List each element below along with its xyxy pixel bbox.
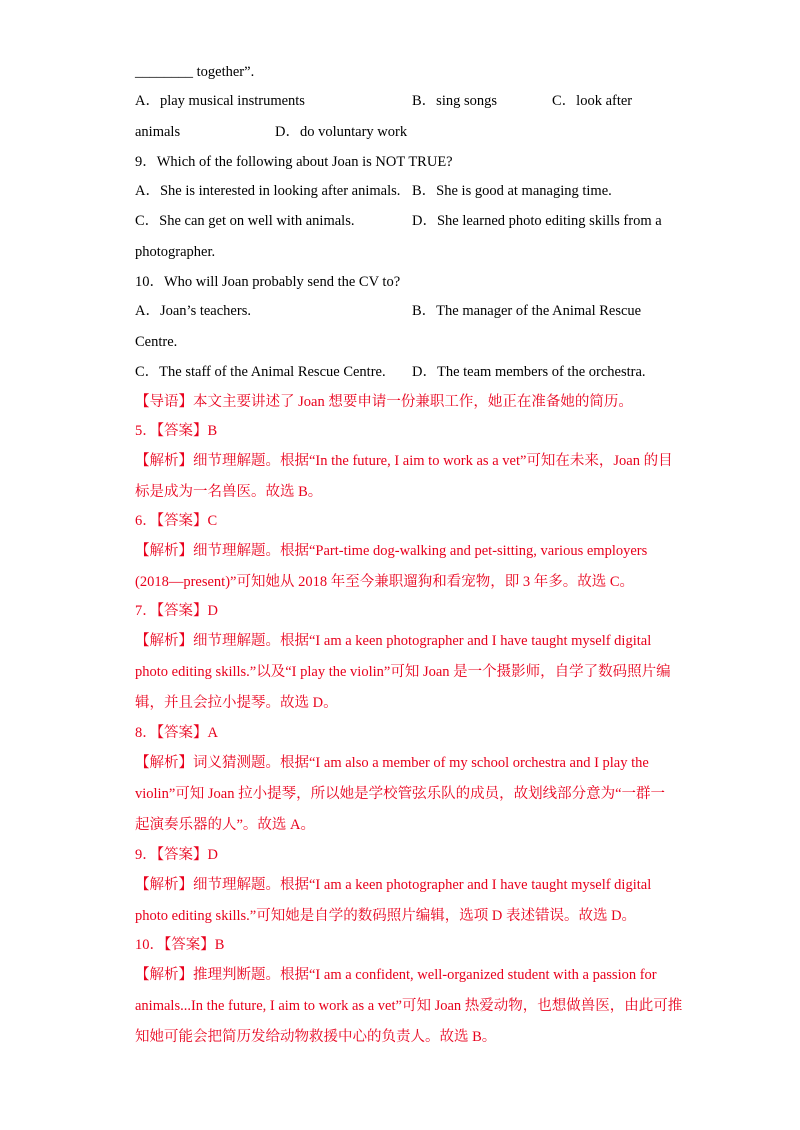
q8-options-row2 (135, 122, 408, 142)
explanation-10-line1: 【解析】推理判断题。根据“I am a confident, well-organized student with a passion for (135, 967, 657, 983)
q9-stem: 9．Which of the following about Joan is NOT TRUE? (135, 154, 453, 170)
q9-option-c: C．She can get on well with animals. (135, 213, 355, 229)
explanation-9-line1: 【解析】细节理解题。根据“I am a keen photographer and I have taught myself digital (135, 877, 652, 893)
q8-option-d: D．do voluntary work (275, 124, 408, 140)
answer-9: 9．【答案】D (135, 847, 218, 863)
explanation-7-line1: 【解析】细节理解题。根据“I am a keen photographer and I have taught myself digital (135, 633, 652, 649)
intro-guide: 【导语】本文主要讲述了 Joan 想要申请一份兼职工作，她正在准备她的简历。 (135, 394, 633, 410)
explanation-10-line3: 知她可能会把简历发给动物救援中心的负责人。故选 B。 (135, 1029, 497, 1045)
q9-options-row1 (135, 181, 612, 201)
explanation-8-line3: 起演奏乐器的人”。故选 A。 (135, 817, 316, 833)
explanation-7-line2: photo editing skills.”以及“I play the violin”可知 Joan 是一个摄影师，自学了数码照片编 (135, 664, 671, 680)
q8-options-row1 (135, 91, 633, 111)
q8-option-a: A．play musical instruments (135, 93, 305, 109)
explanation-6-line1: 【解析】细节理解题。根据“Part-time dog-walking and pet-sitting, various employers (135, 543, 648, 559)
answer-7: 7．【答案】D (135, 603, 218, 619)
q10-option-b-cont: Centre. (135, 334, 178, 350)
q9-option-a: A．She is interested in looking after animals. (135, 183, 401, 199)
q10-stem: 10．Who will Joan probably send the CV to? (135, 274, 401, 290)
q8-stem-tail (135, 62, 254, 82)
answer-10: 10．【答案】B (135, 937, 225, 953)
q8-option-c: C．look after (552, 93, 633, 109)
q9-option-d: D．She learned photo editing skills from a (412, 213, 662, 229)
q10-option-b: B．The manager of the Animal Rescue (412, 303, 642, 319)
q10-option-d: D．The team members of the orchestra. (412, 364, 646, 380)
q10-options-row2 (135, 362, 646, 382)
explanation-8-line1: 【解析】词义猜测题。根据“I am also a member of my school orchestra and I play the (135, 755, 649, 771)
q10-options-row1 (135, 301, 642, 321)
q8-tail-text: together”. (193, 64, 255, 80)
explanation-8-line2: violin”可知 Joan 拉小提琴，所以她是学校管弦乐队的成员，故划线部分意为“一群一 (135, 786, 666, 802)
explanation-9-line2: photo editing skills.”可知她是自学的数码照片编辑，选项 D 表述错误。故选 D。 (135, 908, 637, 924)
explanation-5-line1: 【解析】细节理解题。根据“In the future, I aim to work as a vet”可知在未来，Joan 的目 (135, 453, 673, 469)
answer-5: 5．【答案】B (135, 423, 218, 439)
explanation-10-line2: animals...In the future, I aim to work as a vet”可知 Joan 热爱动物，也想做兽医，由此可推 (135, 998, 683, 1014)
answer-8: 8．【答案】A (135, 725, 218, 741)
q10-option-c: C．The staff of the Animal Rescue Centre. (135, 364, 386, 380)
explanation-7-line3: 辑，并且会拉小提琴。故选 D。 (135, 695, 338, 711)
q9-options-row2 (135, 211, 662, 231)
q10-option-a: A．Joan’s teachers. (135, 303, 251, 319)
answer-6: 6．【答案】C (135, 513, 218, 529)
q8-option-c-cont: animals (135, 124, 181, 140)
explanation-6-line2: (2018—present)”可知她从 2018 年至今兼职遛狗和看宠物，即 3 年多。故选 C。 (135, 574, 635, 590)
explanation-5-line2: 标是成为一名兽医。故选 B。 (135, 484, 323, 500)
q8-option-b: B．sing songs (412, 93, 498, 109)
q8-blank: ________ (135, 64, 193, 80)
q9-option-b: B．She is good at managing time. (412, 183, 612, 199)
q9-option-d-cont: photographer. (135, 244, 216, 260)
